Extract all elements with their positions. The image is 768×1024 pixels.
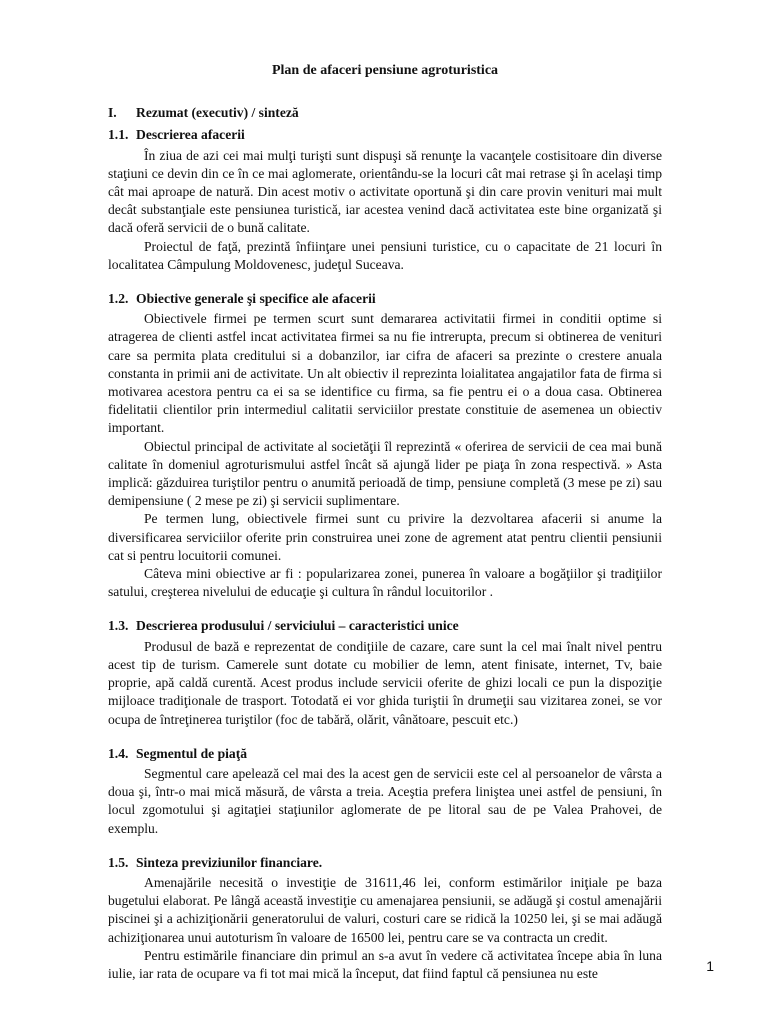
subsection-label: Obiective generale şi specifice ale afacerii bbox=[136, 291, 376, 307]
paragraph: Obiectul principal de activitate al societăţii îl reprezintă « oferirea de servicii de cea mai bună calitate în domeniul agroturismului astfel încât să ajungă lider pe piaţa în zona respectivă. » Asta implică: găzduirea turiştilor pentru o anumită perioadă de timp, pensiune completă (3 mese pe zi) sau demipensiune ( 2 mese pe zi) şi servicii suplimentare. bbox=[108, 438, 662, 509]
paragraph: Pe termen lung, obiectivele firmei sunt cu privire la dezvoltarea afacerii si anume la diversificarea serviciilor oferite prin construirea unei zone de agrement atat pentru clientii pensiunii cat si pentru locuitorii comunei. bbox=[108, 511, 662, 563]
paragraph: Proiectul de faţă, prezintă înfiinţare unei pensiuni turistice, cu o capacitate de 21 locuri în localitatea Câmpulung Moldovenesc, judeţul Suceava. bbox=[108, 238, 662, 272]
section-label: Rezumat (executiv) / sinteză bbox=[136, 105, 299, 121]
page-number: 1 bbox=[706, 958, 714, 974]
paragraph: Amenajările necesită o investiţie de 31611,46 lei, conform estimărilor iniţiale pe baza bugetului elaborat. Pe lângă această investiţie cu amenajarea pensiunii, se adăugă şi costul amenajării piscinei şi a achiziţionării generatorului de valuri, costuri care se ridică la 10250 lei, şi se mai adăugă achiziţionarea unui autoturism în valoare de 16500 lei, pentru care se va contracta un credit. bbox=[108, 874, 662, 945]
subsection-number: 1.2. bbox=[108, 291, 129, 307]
paragraph: În ziua de azi cei mai mulţi turişti sunt dispuşi să renunţe la vacanţele costisitoare din diverse staţiuni ce devin din ce în ce mai aglomerate, orientându-se la locuri cât mai retrase şi în acelaşi timp cât mai aproape de natură. Din acest motiv o activitate oportună şi din care provin venituri mai mult decât substanţiale este pensiunea turistică, iar acestea venind dacă activitatea este bine organizată şi dacă oferă servicii de o bună calitate. bbox=[108, 147, 662, 236]
subsection-heading-1-3 bbox=[108, 617, 662, 635]
document-title: Plan de afaceri pensiune agroturistica bbox=[271, 63, 499, 78]
subsection-label: Descrierea produsului / serviciului – caracteristici unice bbox=[136, 618, 459, 634]
subsection-heading-1-2 bbox=[108, 290, 662, 308]
paragraph: Câteva mini obiective ar fi : popularizarea zonei, punerea în valoare a bogăţiilor şi tradiţiilor satului, creşterea nivelului de educaţie şi cultura în rândul locuitorilor . bbox=[108, 566, 662, 600]
subsection-number: 1.5. bbox=[108, 854, 129, 870]
paragraph: Produsul de bază e reprezentat de condiţiile de cazare, care sunt la cel mai înalt nivel pentru acest tip de turism. Camerele sunt dotate cu mobilier de lemn, atent finisate, internet, Tv, baie proprie, apă caldă curentă. Acest produs include servicii oferite de ghizi locali ce pun la dispoziţie mijloace tradiţionale de trasport. Totodată ei vor ghida turiştii în drumeţii sau vizitarea zonei, se vor ocupa de întreţinerea turiştilor (foc de tabără, olărit, vânătoare, pescuit etc.) bbox=[108, 638, 662, 727]
section-number: I. bbox=[108, 105, 117, 121]
subsection-heading-1-1 bbox=[108, 126, 662, 144]
paragraph: Segmentul care apelează cel mai des la acest gen de servicii este cel al persoanelor de vârsta a doua şi, într-o mai mică măsură, de vârsta a treia. Aceştia prefera liniştea unei astfel de pensiuni, în locul zgomotului şi agitaţiei staţiunilor aglomerate de pe litoral sau de pe Valea Prahovei, de exemplu. bbox=[108, 765, 662, 836]
document-body bbox=[108, 62, 662, 983]
paragraph: Pentru estimările financiare din primul an s-a avut în vedere că activitatea începe abia în luna iulie, iar rata de ocupare va fi tot mai mică la început, dat fiind faptul că pensiunea nu este bbox=[108, 947, 662, 981]
subsection-number: 1.1. bbox=[108, 127, 129, 143]
subsection-number: 1.3. bbox=[108, 618, 129, 634]
subsection-label: Segmentul de piaţă bbox=[136, 745, 248, 761]
subsection-number: 1.4. bbox=[108, 745, 129, 761]
subsection-heading-1-4 bbox=[108, 745, 662, 763]
subsection-label: Sinteza previziunilor financiare. bbox=[136, 854, 323, 870]
subsection-heading-1-5 bbox=[108, 854, 662, 872]
section-heading-rezumat bbox=[108, 104, 662, 122]
paragraph: Obiectivele firmei pe termen scurt sunt demararea activitatii firmei in conditii optime si atragerea de clienti astfel incat activitatea firmei sa nu fie intrerupta, precum si obtinerea de venituri care sa permita plata creditului si a dobanzilor, iar cifra de afaceri sa prezinte o crestere anuala constanta in primii ani de activitate. Un alt obiectiv il reprezinta loialitatea angajatilor fata de firma si motivarea acestora pentru ca ei sa se identifice cu firma, sa fie pentru ei o a doua casa. Obtinerea fidelitatii clientilor prin intermediul calitatii serviciilor prestate constituie de asemenea un obiectiv important. bbox=[108, 311, 662, 436]
subsection-label: Descrierea afacerii bbox=[136, 127, 245, 143]
